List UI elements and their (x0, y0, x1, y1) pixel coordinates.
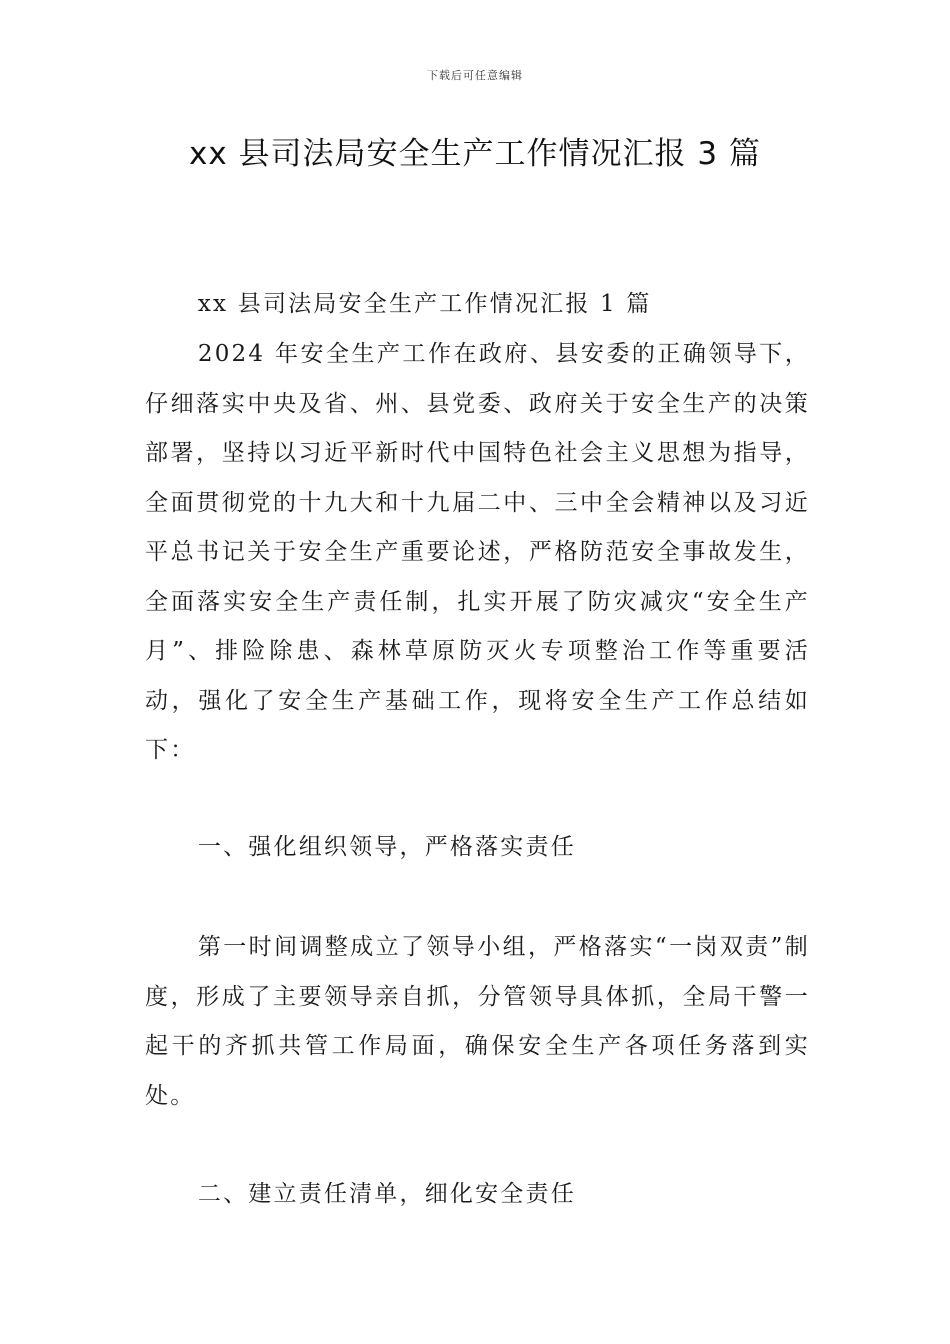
header-note: 下载后可任意编辑 (427, 69, 523, 82)
document-title: xx 县司法局安全生产工作情况汇报 3 篇 (189, 136, 761, 172)
paragraph-intro: 2024 年安全生产工作在政府、县安委的正确领导下，仔细落实中央及省、州、县党委、政府关于安全生产的决策部署，坚持以习近平新时代中国特色社会主义思想为指导，全面贯彻党的十九大和十九届二中、三中全会精神以及习近平总书记关于安全生产重要论述，严格防范安全事故发生，全面落实安全生产责任制，扎实开展了防灾减灾“安全生产月”、排险除患、森林草原防灭火专项整治工作等重要活动，强化了安全生产基础工作，现将安全生产工作总结如下： (145, 341, 810, 763)
section-heading-2: 二、建立责任清单，细化安全责任 (197, 1181, 576, 1207)
section-heading-1: 一、强化组织领导，严格落实责任 (197, 834, 576, 860)
report-subtitle: xx 县司法局安全生产工作情况汇报 1 篇 (197, 291, 652, 317)
paragraph-section-1: 第一时间调整成立了领导小组，严格落实“一岗双责”制度，形成了主要领导亲自抓，分管领导具体抓，全局干警一起干的齐抓共管工作局面，确保安全生产各项任务落到实处。 (145, 934, 810, 1109)
